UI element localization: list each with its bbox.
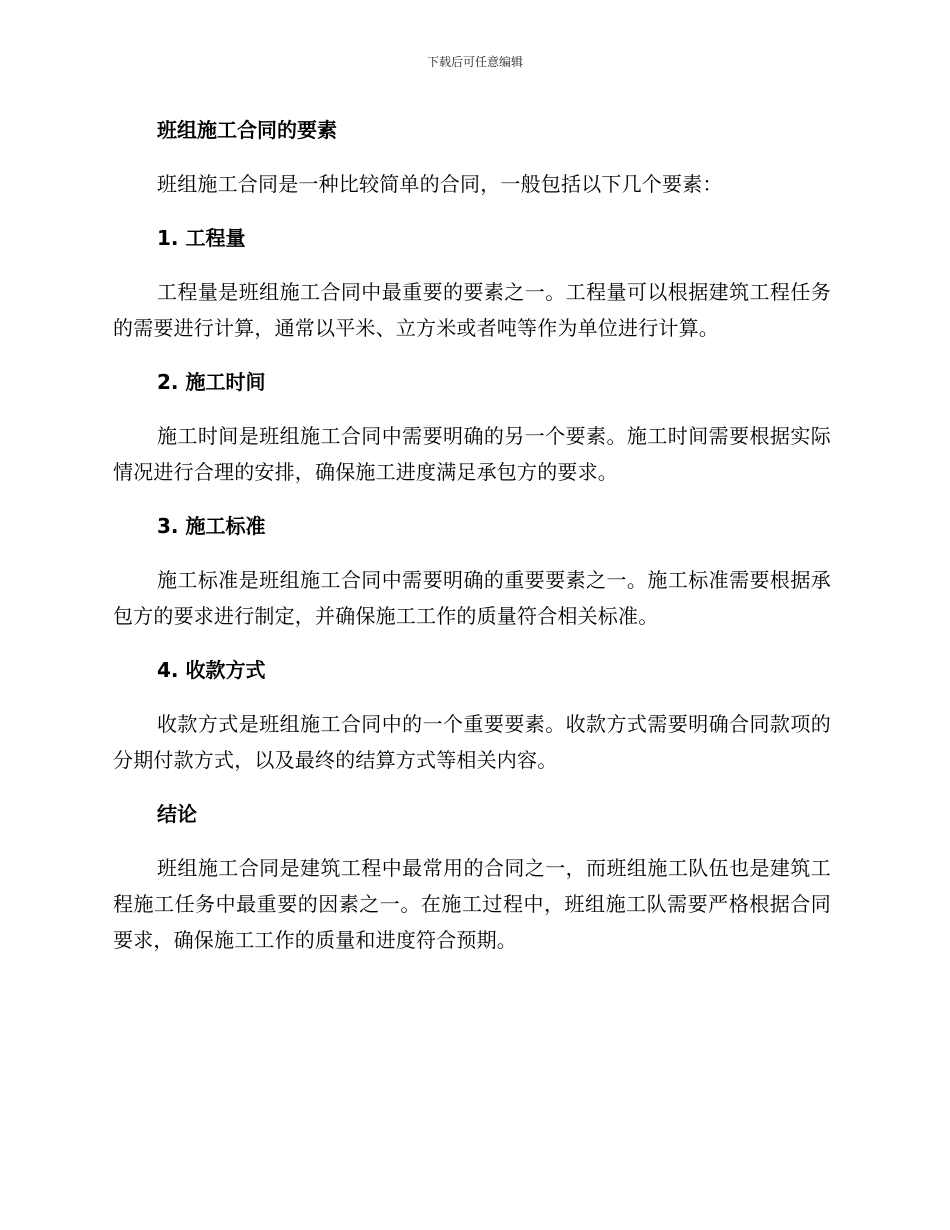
section-heading-workload: 1. 工程量 (157, 226, 246, 250)
section-heading-standards: 3. 施工标准 (157, 514, 266, 538)
section-body-workload: 工程量是班组施工合同中最重要的要素之一。工程量可以根据建筑工程任务的需要进行计算，通常以平米、立方米或者吨等作为单位进行计算。 (113, 280, 831, 340)
intro-paragraph: 班组施工合同是一种比较简单的合同，一般包括以下几个要素： (157, 172, 723, 196)
conclusion-body: 班组施工合同是建筑工程中最常用的合同之一，而班组施工队伍也是建筑工程施工任务中最重要的因素之一。在施工过程中，班组施工队需要严格根据合同要求，确保施工工作的质量和进度符合预期。 (113, 856, 831, 952)
section-body-schedule: 施工时间是班组施工合同中需要明确的另一个要素。施工时间需要根据实际情况进行合理的安排，确保施工进度满足承包方的要求。 (113, 424, 831, 484)
document-title: 班组施工合同的要素 (157, 118, 337, 142)
page-header: 下载后可任意编辑 (426, 55, 523, 69)
section-body-standards: 施工标准是班组施工合同中需要明确的重要要素之一。施工标准需要根据承包方的要求进行制定，并确保施工工作的质量符合相关标准。 (113, 568, 831, 628)
section-body-payment: 收款方式是班组施工合同中的一个重要要素。收款方式需要明确合同款项的分期付款方式，以及最终的结算方式等相关内容。 (113, 712, 831, 772)
document-body (113, 112, 831, 976)
conclusion-heading: 结论 (157, 802, 197, 826)
section-heading-schedule: 2. 施工时间 (157, 370, 266, 394)
section-heading-payment: 4. 收款方式 (157, 658, 266, 682)
